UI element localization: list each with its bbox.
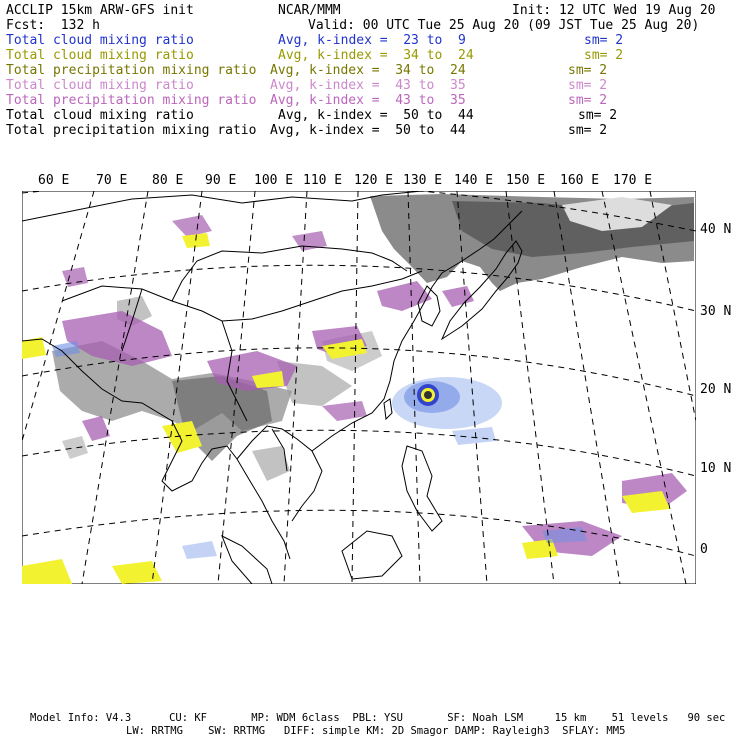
field-name: Total precipitation mixing ratio	[6, 63, 257, 78]
lon-label: 150 E	[506, 173, 546, 188]
lat-label: 20 N	[700, 382, 732, 397]
field-avg-range: Avg, k-index = 34 to 24	[270, 63, 466, 78]
valid-time: Valid: 00 UTC Tue 25 Aug 20 (09 JST Tue 25 Aug 20)	[308, 18, 700, 33]
field-name: Total cloud mixing ratio	[6, 108, 194, 123]
lon-label: 120 E	[354, 173, 394, 188]
physics-info-line: LW: RRTMG SW: RRTMG DIFF: simple KM: 2D Smagor DAMP: Rayleigh3 SFLAY: MM5	[126, 725, 626, 737]
field-smoothing: sm= 2	[568, 78, 608, 93]
forecast-hour: Fcst: 132 h	[6, 18, 100, 33]
field-smoothing: sm= 2	[578, 108, 618, 123]
model-title: ACCLIP 15km ARW-GFS init	[6, 3, 194, 18]
lon-label: 130 E	[403, 173, 443, 188]
lat-label: 0	[700, 542, 708, 557]
field-avg-range: Avg, k-index = 23 to 9	[278, 33, 466, 48]
field-smoothing: sm= 2	[584, 48, 624, 63]
field-avg-range: Avg, k-index = 50 to 44	[270, 123, 466, 138]
field-name: Total precipitation mixing ratio	[6, 123, 257, 138]
lon-label: 60 E	[38, 173, 70, 188]
field-name: Total cloud mixing ratio	[6, 78, 194, 93]
field-avg-range: Avg, k-index = 50 to 44	[278, 108, 474, 123]
lon-label: 140 E	[454, 173, 494, 188]
field-smoothing: sm= 2	[568, 63, 608, 78]
field-smoothing: sm= 2	[568, 93, 608, 108]
init-time: Init: 12 UTC Wed 19 Aug 20	[512, 3, 716, 18]
lat-label: 10 N	[700, 461, 732, 476]
lon-label: 100 E	[254, 173, 294, 188]
field-smoothing: sm= 2	[584, 33, 624, 48]
field-name: Total cloud mixing ratio	[6, 33, 194, 48]
field-smoothing: sm= 2	[568, 123, 608, 138]
organization-label: NCAR/MMM	[278, 3, 341, 18]
lon-label: 170 E	[613, 173, 653, 188]
lon-label: 80 E	[152, 173, 184, 188]
field-name: Total cloud mixing ratio	[6, 48, 194, 63]
field-avg-range: Avg, k-index = 43 to 35	[270, 93, 466, 108]
lon-label: 90 E	[205, 173, 237, 188]
forecast-map	[22, 191, 696, 584]
lon-label: 110 E	[303, 173, 343, 188]
lat-label: 30 N	[700, 304, 732, 319]
field-avg-range: Avg, k-index = 43 to 35	[270, 78, 466, 93]
model-info-line: Model Info: V4.3 CU: KF MP: WDM 6class PBL: YSU SF: Noah LSM 15 km 51 levels 90 sec	[30, 712, 726, 724]
lon-label: 70 E	[96, 173, 128, 188]
lon-label: 160 E	[560, 173, 600, 188]
lat-label: 40 N	[700, 222, 732, 237]
field-avg-range: Avg, k-index = 34 to 24	[278, 48, 474, 63]
field-name: Total precipitation mixing ratio	[6, 93, 257, 108]
